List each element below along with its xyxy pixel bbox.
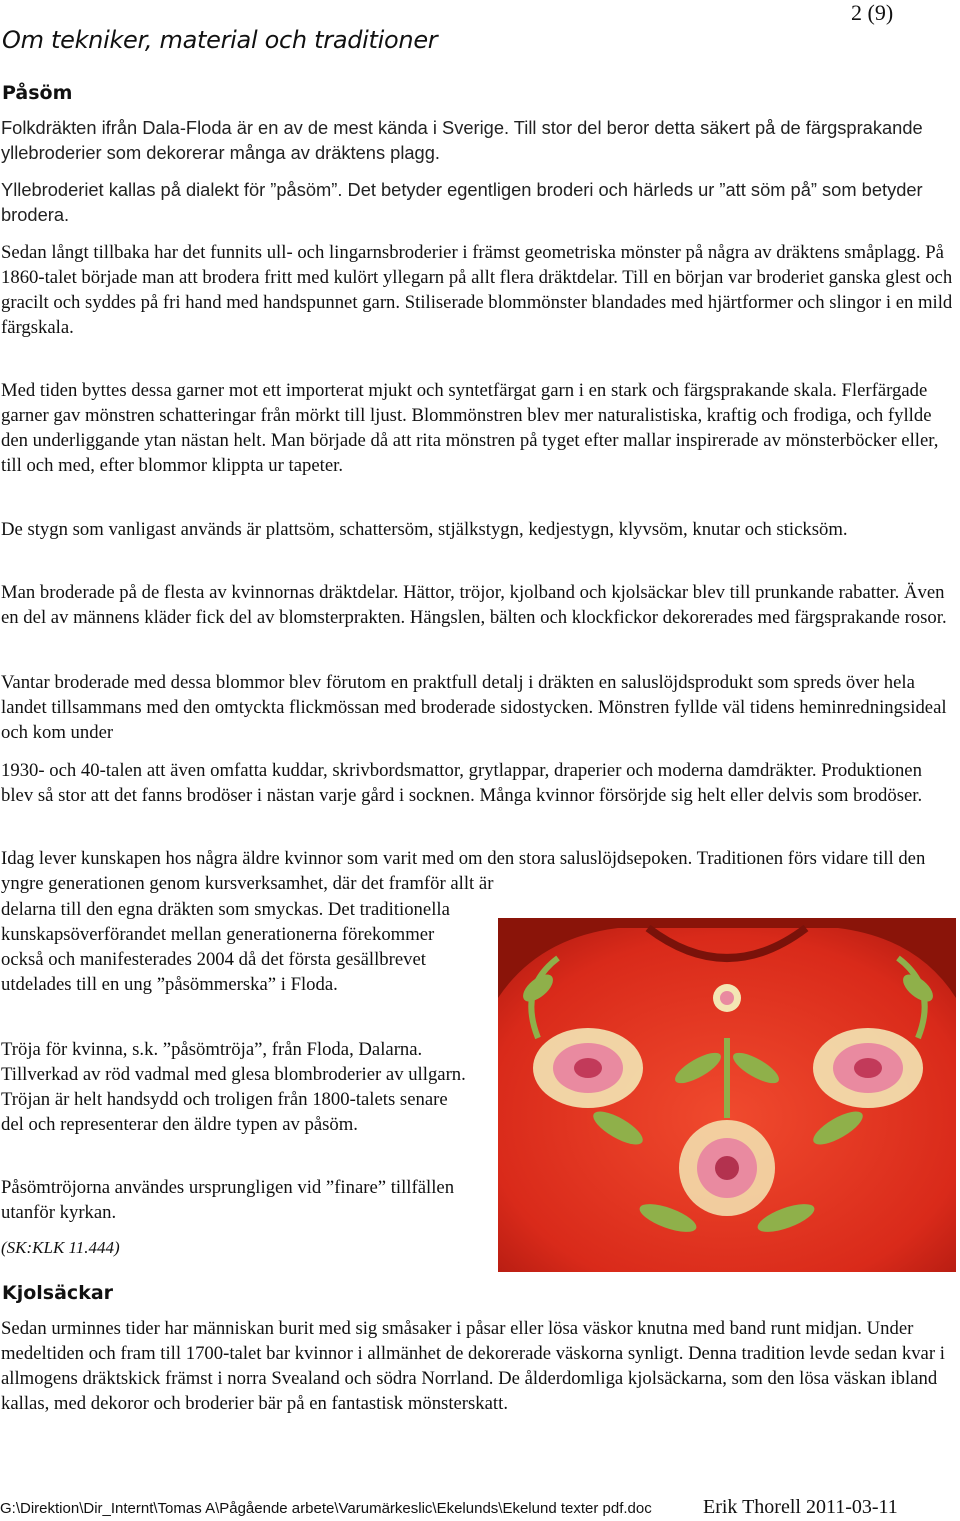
paragraph: Man broderade på de flesta av kvinnornas dräktdelar. Hättor, tröjor, kjolband och kjolsäckar blev till prunkande rabatter. Även en del av männens kläder fick del av blomsterprakten. Hängslen, bälten och klockfickor dekorerades med färgsprakande rosor. (1, 582, 947, 628)
document-title: Om tekniker, material och traditioner (2, 26, 438, 54)
footer-author-date: Erik Thorell 2011-03-11 (703, 1496, 898, 1518)
paragraph: Sedan urminnes tider har människan burit med sig småsaker i påsar eller lösa väskor knutna med band runt midjan. Under medeltiden och fram till 1700-talet bar kvinnor i allmänhet de dekorerade väskorna synligt. Denna tradition levde sedan kvar i allmogens dräktskick främst i norra Svealand och södra Norrland. De ålderdomliga kjolsäckarna, som den lösa väskan ibland kallas, med dekoror och broderier bär på en fantastisk mönsterskatt. (1, 1318, 945, 1414)
paragraph: Folkdräkten ifrån Dala-Floda är en av de mest kända i Sverige. Till stor del beror detta säkert på de färgsprakande yllebroderier som dekorerar många av dräktens plagg. (1, 117, 923, 163)
paragraph: delarna till den egna dräkten som smyckas. Det traditionella kunskapsöverförandet mellan generationerna förekommer också och manifesterades 2004 då det första gesällbrevet utdelades till en ung ”påsömmerska” i Floda. (1, 899, 450, 995)
paragraph: Idag lever kunskapen hos några äldre kvinnor som varit med om den stora saluslöjdsepoken. Traditionen förs vidare till den yngre generationen genom kursverksamhet, där det framför allt är (1, 848, 926, 894)
photo-caption-reference: (SK:KLK 11.444) (1, 1238, 120, 1257)
paragraph: De stygn som vanligast används är plattsöm, schattersöm, stjälkstygn, kedjestygn, klyvsöm, knutar och sticksöm. (1, 519, 848, 540)
embroidered-jacket-photo (498, 918, 956, 1272)
paragraph: Yllebroderiet kallas på dialekt för ”påsöm”. Det betyder egentligen broderi och härleds ur ”att söm på” som betyder brodera. (1, 179, 923, 225)
paragraph: Med tiden byttes dessa garner mot ett importerat mjukt och syntetfärgat garn i en stark och färgsprakande skala. Flerfärgade garner gav mönstren schatteringar från mörkt till ljust. Blommönstren blev mer naturalistiska, kraftig och frodiga, och fyllde den underliggande ytan nästan helt. Man började då att rita mönstren på tyget efter mallar inspirerade av mönsterböcker eller, till och med, efter blommor klippta ur tapeter. (1, 380, 939, 476)
paragraph: Sedan långt tillbaka har det funnits ull- och lingarnsbroderier i främst geometriska mönster på några av dräktens småplagg. På 1860-talet började man att brodera fritt med kulört yllegarn på allt flera dräktdelar. Till en början var broderiet ganska glest och gracilt och syddes på fri hand med handspunnet garn. Stiliserade blommönster blandades med hjärtformer och slingor i en mild färgskala. (1, 242, 953, 338)
section-heading-kjolsackar: Kjolsäckar (2, 1282, 114, 1304)
paragraph: 1930- och 40-talen att även omfatta kuddar, skrivbordsmattor, grytlappar, draperier och moderna damdräkter. Produktionen blev så stor att det fanns brodöser i nästan varje gård i socknen. Många kvinnor försörjde sig helt eller delvis som brodöser. (1, 760, 923, 806)
page-number: 2 (9) (851, 0, 894, 25)
paragraph: Påsömtröjorna användes ursprungligen vid ”finare” tillfällen utanför kyrkan. (1, 1177, 455, 1223)
paragraph: Vantar broderade med dessa blommor blev förutom en praktfull detalj i dräkten en saluslöjdsprodukt som spreds över hela landet tillsammans med den omtyckta flickmössan med broderade sidostycken. Mönstren fyllde väl tidens heminredningsideal och kom under (1, 672, 947, 743)
embroidered-jacket-image (498, 918, 956, 1272)
footer-file-path: G:\Direktion\Dir_Internt\Tomas A\Pågående arbete\Varumärkeslic\Ekelunds\Ekelund texter pdf.doc (0, 1500, 652, 1517)
section-heading-pasom: Påsöm (2, 82, 73, 104)
paragraph: Tröja för kvinna, s.k. ”påsömtröja”, från Floda, Dalarna. Tillverkad av röd vadmal med glesa blombroderier av ullgarn. Tröjan är helt handsydd och troligen från 1800-talets senare del och representerar den äldre typen av påsöm. (1, 1039, 466, 1135)
